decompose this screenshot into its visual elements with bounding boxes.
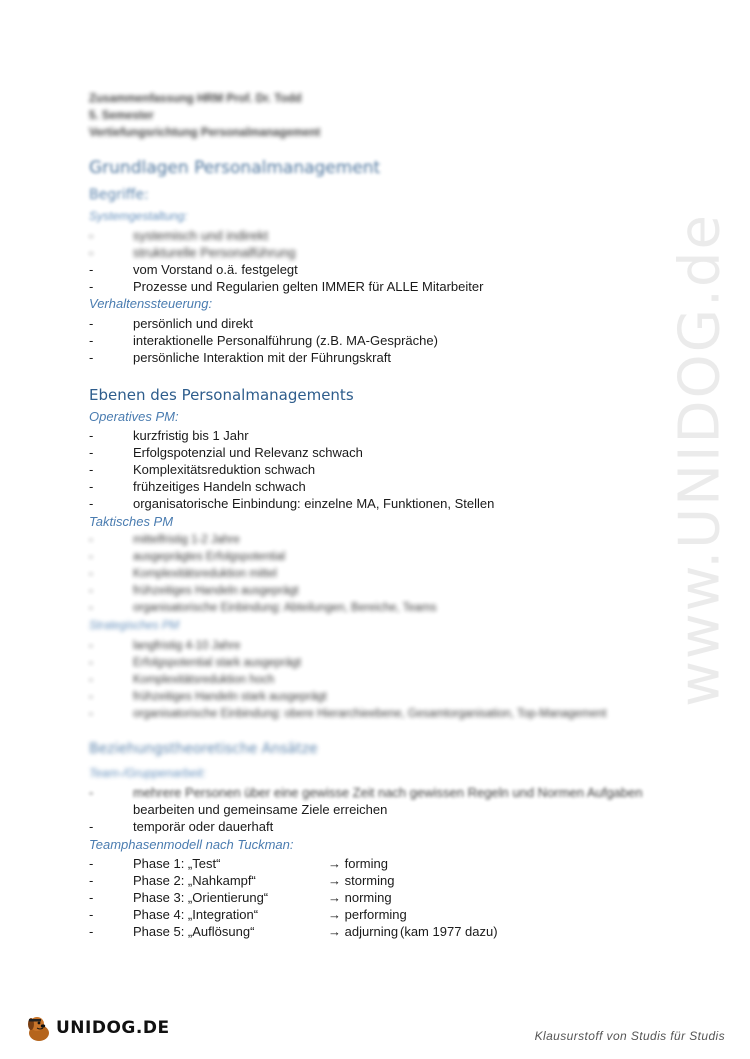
list-item-continuation: bearbeiten und gemeinsame Ziele erreichen: [133, 802, 388, 817]
arrow-right-icon: →: [328, 907, 341, 922]
list-item: - ausgeprägtes Erfolgspotential: [89, 551, 286, 563]
list-item: - Erfolgspotential stark ausgeprägt: [89, 657, 302, 669]
subtitle-begriffe: Begriffe:: [89, 187, 149, 203]
list-item: - persönliche Interaktion mit der Führungskraft: [89, 350, 391, 365]
list-item: - persönlich und direkt: [89, 316, 253, 331]
dog-mascot-icon: [24, 1013, 54, 1043]
tuckman-phase-row: - Phase 1: „Test“ → forming: [89, 856, 388, 871]
tuckman-phase-row: - Phase 5: „Auflösung“ → adjurning (kam 1977 dazu): [89, 924, 498, 939]
label-teamarbeit: Team-/Gruppenarbeit:: [89, 766, 206, 780]
arrow-right-icon: →: [328, 890, 341, 905]
list-item: - kurzfristig bis 1 Jahr: [89, 428, 249, 443]
arrow-right-icon: →: [328, 873, 341, 888]
list-item: - organisatorische Einbindung: Abteilungen, Bereiche, Teams: [89, 602, 437, 614]
list-item: - mehrere Personen über eine gewisse Zeit nach gewissen Regeln und Normen Aufgaben: [89, 785, 643, 800]
list-item: - Komplexitätsreduktion hoch: [89, 674, 275, 686]
list-teamarbeit: [89, 784, 642, 835]
section-title-grundlagen: Grundlagen Personalmanagement: [89, 158, 381, 178]
header-title: Zusammenfassung HRM Prof. Dr. Todd: [89, 93, 302, 105]
list-systemgestaltung: [89, 227, 483, 295]
list-verhaltenssteuerung: [89, 315, 438, 366]
arrow-right-icon: →: [328, 856, 341, 871]
list-item: - frühzeitiges Handeln ausgeprägt: [89, 585, 299, 597]
list-item: - Erfolgspotenzial und Relevanz schwach: [89, 445, 363, 460]
list-item: - strukturelle Personalführung: [89, 245, 296, 260]
label-tuckman: Teamphasenmodell nach Tuckman:: [89, 837, 294, 852]
list-operatives-pm: [89, 427, 494, 512]
list-item: - organisatorische Einbindung: obere Hierarchieebene, Gesamtorganisation, Top-Management: [89, 708, 607, 720]
section-title-ebenen: Ebenen des Personalmanagements: [89, 386, 354, 404]
tuckman-phase-row: - Phase 2: „Nahkampf“ → storming: [89, 873, 395, 888]
watermark: www.UNIDOG.de: [667, 213, 733, 707]
label-verhaltenssteuerung: Verhaltenssteuerung:: [89, 296, 213, 311]
list-item: - Komplexitätsreduktion mittel: [89, 568, 277, 580]
tuckman-phase-row: - Phase 4: „Integration“ → performing: [89, 907, 407, 922]
list-item: - langfristig 4-10 Jahre: [89, 640, 241, 652]
header-specialization: Vertiefungsrichtung Personalmanagement: [89, 127, 321, 139]
label-strategisches-pm: Strategisches PM: [89, 620, 180, 632]
list-item: - frühzeitiges Handeln schwach: [89, 479, 306, 494]
section-title-beziehung: Beziehungstheoretische Ansätze: [89, 741, 318, 757]
tuckman-phase-row: - Phase 3: „Orientierung“ → norming: [89, 890, 392, 905]
list-item: - interaktionelle Personalführung (z.B. MA-Gespräche): [89, 333, 438, 348]
list-item: - temporär oder dauerhaft: [89, 819, 274, 834]
arrow-right-icon: →: [328, 924, 341, 939]
list-item: - mittelfristig 1-2 Jahre: [89, 534, 240, 546]
list-item: - organisatorische Einbindung: einzelne MA, Funktionen, Stellen: [89, 496, 495, 511]
label-taktisches-pm: Taktisches PM: [89, 514, 174, 529]
unidog-logo[interactable]: [24, 1013, 170, 1043]
logo-text: UNIDOG.DE: [56, 1018, 170, 1038]
list-tuckman-phases: [89, 855, 498, 940]
list-item: - vom Vorstand o.ä. festgelegt: [89, 262, 298, 277]
list-item: - Komplexitätsreduktion schwach: [89, 462, 316, 477]
header-semester: 5. Semester: [89, 110, 154, 122]
list-item: - frühzeitiges Handeln stark ausgeprägt: [89, 691, 327, 703]
list-item: - Prozesse und Regularien gelten IMMER für ALLE Mitarbeiter: [89, 279, 484, 294]
footer-tagline: Klausurstoff von Studis für Studis: [534, 1029, 725, 1043]
list-taktisches-pm: [89, 532, 436, 617]
list-strategisches-pm: [89, 638, 607, 723]
label-operatives-pm: Operatives PM:: [89, 409, 179, 424]
label-systemgestaltung: Systemgestaltung:: [89, 209, 188, 223]
document-header: [89, 91, 320, 142]
list-item: - systemisch und indirekt: [89, 228, 269, 243]
